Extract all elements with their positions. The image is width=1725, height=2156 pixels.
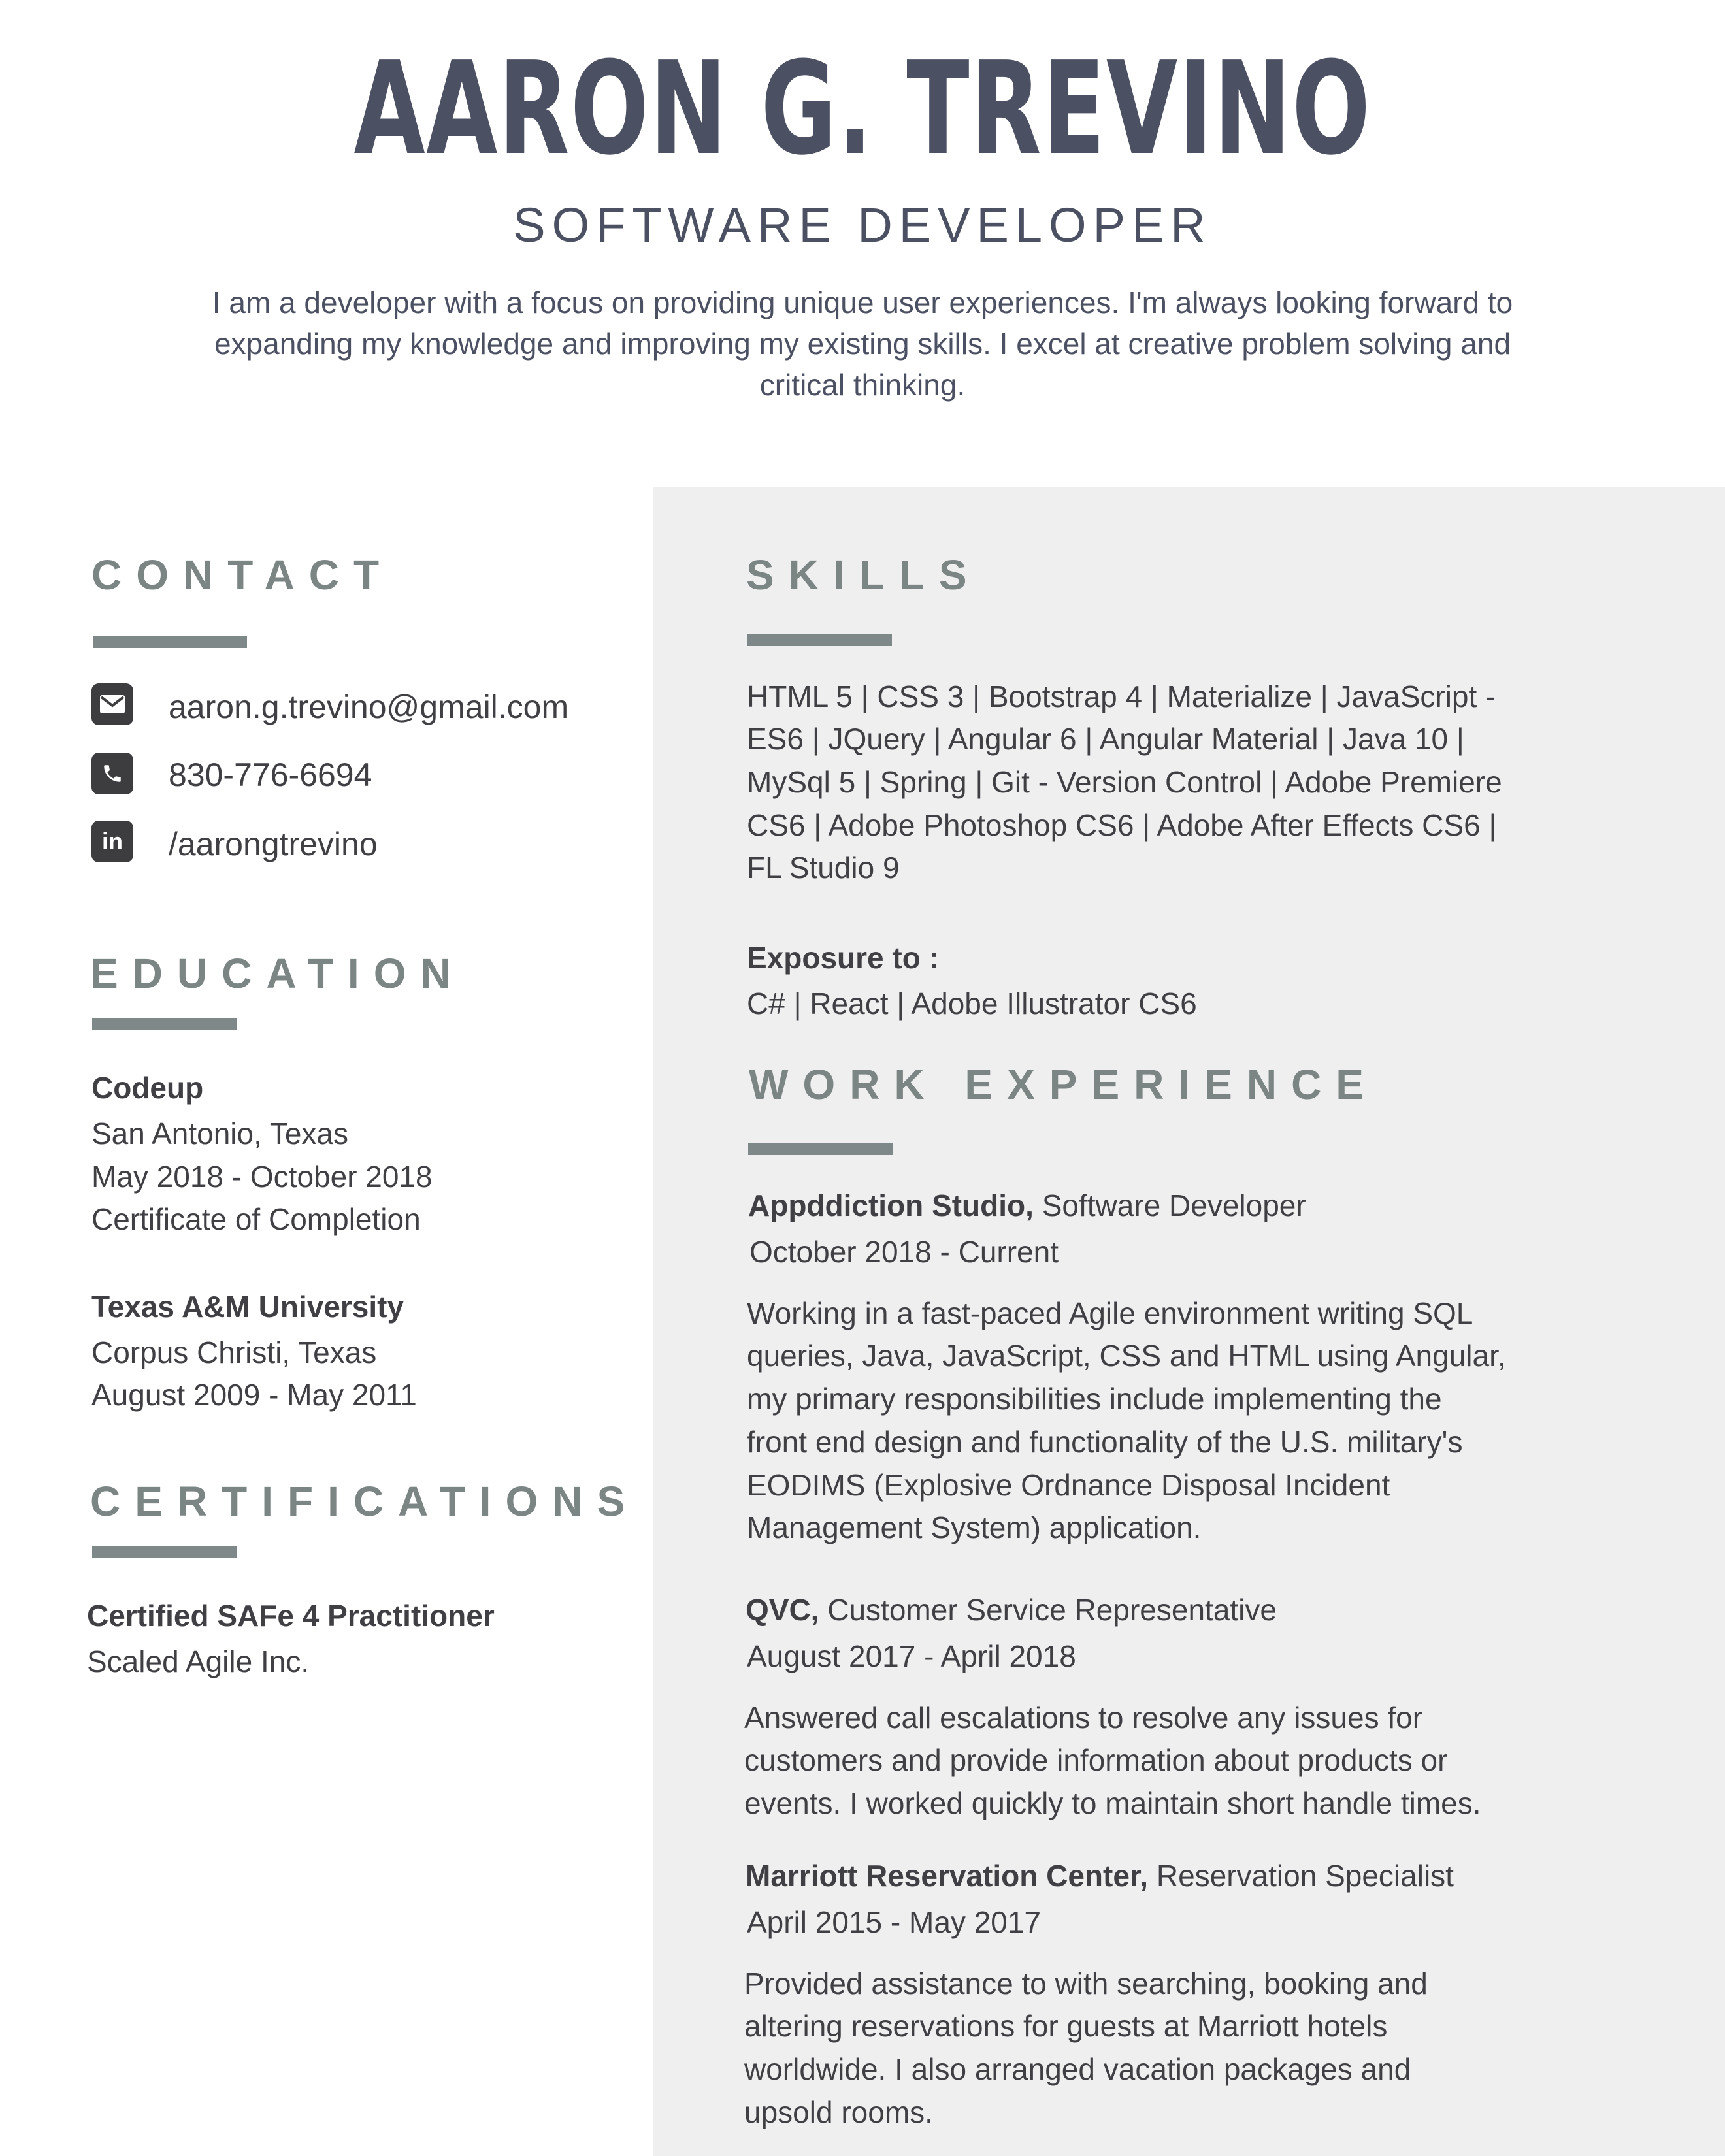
skills-line: HTML 5 | CSS 3 | Bootstrap 4 | Materialize | JavaScript -: [747, 679, 1496, 713]
contact-title-bar: [93, 636, 247, 648]
job-description-line: EODIMS (Explosive Ordnance Disposal Incident: [747, 1468, 1390, 1502]
certification-issuer: Scaled Agile Inc.: [87, 1644, 310, 1678]
job-title: SOFTWARE DEVELOPER: [513, 198, 1212, 252]
job-dates: April 2015 - May 2017: [747, 1905, 1042, 1939]
education-school: Codeup: [91, 1071, 204, 1105]
job-description-line: customers and provide information about products or: [744, 1743, 1448, 1777]
education-location: Corpus Christi, Texas: [91, 1335, 377, 1369]
exposure-label: Exposure to :: [747, 941, 939, 975]
work-title-bar: [748, 1143, 893, 1155]
skills-section-title: SKILLS: [746, 551, 981, 598]
job-header: [746, 1855, 1454, 1897]
summary-paragraph: I am a developer with a focus on providing unique user experiences. I'm always looking forward to expanding my knowledge and improving my existing skills. I excel at creative problem solving and critical thinking.: [212, 286, 1513, 402]
skills-line: MySql 5 | Spring | Git - Version Control | Adobe Premiere: [747, 765, 1502, 799]
job-description-line: my primary responsibilities include implementing the: [747, 1382, 1442, 1416]
job-description-line: events. I worked quickly to maintain short handle times.: [744, 1786, 1481, 1820]
job-dates: October 2018 - Current: [749, 1235, 1059, 1269]
job-description-line: Working in a fast-paced Agile environment writing SQL: [747, 1296, 1473, 1330]
education-dates: May 2018 - October 2018: [91, 1160, 433, 1194]
education-location: San Antonio, Texas: [91, 1117, 348, 1151]
certifications-title-bar: [92, 1546, 237, 1558]
job-description-line: altering reservations for guests at Marriott hotels: [744, 2009, 1388, 2043]
job-dates: August 2017 - April 2018: [747, 1639, 1076, 1673]
email-icon: [91, 683, 133, 725]
contact-linkedin[interactable]: /aarongtrevino: [169, 826, 378, 862]
job-description-line: queries, Java, JavaScript, CSS and HTML using Angular,: [747, 1339, 1506, 1373]
education-detail: Certificate of Completion: [91, 1202, 421, 1236]
job-description-line: Management System) application.: [747, 1511, 1202, 1544]
job-position: Reservation Specialist: [1148, 1859, 1454, 1893]
exposure-list: C# | React | Adobe Illustrator CS6: [747, 987, 1197, 1021]
contact-email[interactable]: aaron.g.trevino@gmail.com: [169, 689, 569, 725]
linkedin-icon: in: [91, 821, 133, 862]
education-school: Texas A&M University: [91, 1290, 404, 1324]
phone-icon: [91, 753, 133, 794]
job-position: Software Developer: [1033, 1188, 1306, 1222]
certifications-section-title: CERTIFICATIONS: [90, 1478, 640, 1525]
job-description-line: front end design and functionality of the U.S. military's: [747, 1425, 1463, 1459]
job-company: Marriott Reservation Center,: [746, 1859, 1149, 1893]
certification-name: Certified SAFe 4 Practitioner: [87, 1599, 495, 1633]
job-company: Appddiction Studio,: [748, 1188, 1034, 1222]
contact-section-title: CONTACT: [91, 551, 394, 598]
job-header: [748, 1184, 1306, 1227]
job-description-line: Provided assistance to with searching, booking and: [744, 1967, 1428, 2001]
skills-line: ES6 | JQuery | Angular 6 | Angular Material | Java 10 |: [747, 722, 1464, 756]
education-title-bar: [92, 1018, 237, 1030]
job-description-line: Answered call escalations to resolve any issues for: [744, 1701, 1423, 1735]
job-header: [746, 1589, 1277, 1631]
work-section-title: WORK EXPERIENCE: [749, 1061, 1378, 1108]
skills-line: FL Studio 9: [747, 851, 900, 885]
job-position: Customer Service Representative: [819, 1593, 1277, 1627]
contact-phone[interactable]: 830-776-6694: [169, 757, 372, 793]
skills-line: CS6 | Adobe Photoshop CS6 | Adobe After Effects CS6 |: [747, 808, 1497, 842]
resume-name: AARON G. TREVINO: [353, 35, 1372, 184]
job-company: QVC,: [746, 1593, 819, 1627]
education-dates: August 2009 - May 2011: [91, 1378, 417, 1412]
skills-title-bar: [747, 634, 892, 646]
job-description-line: upsold rooms.: [744, 2095, 933, 2129]
education-section-title: EDUCATION: [90, 950, 465, 997]
job-description-line: worldwide. I also arranged vacation packages and: [744, 2052, 1411, 2086]
